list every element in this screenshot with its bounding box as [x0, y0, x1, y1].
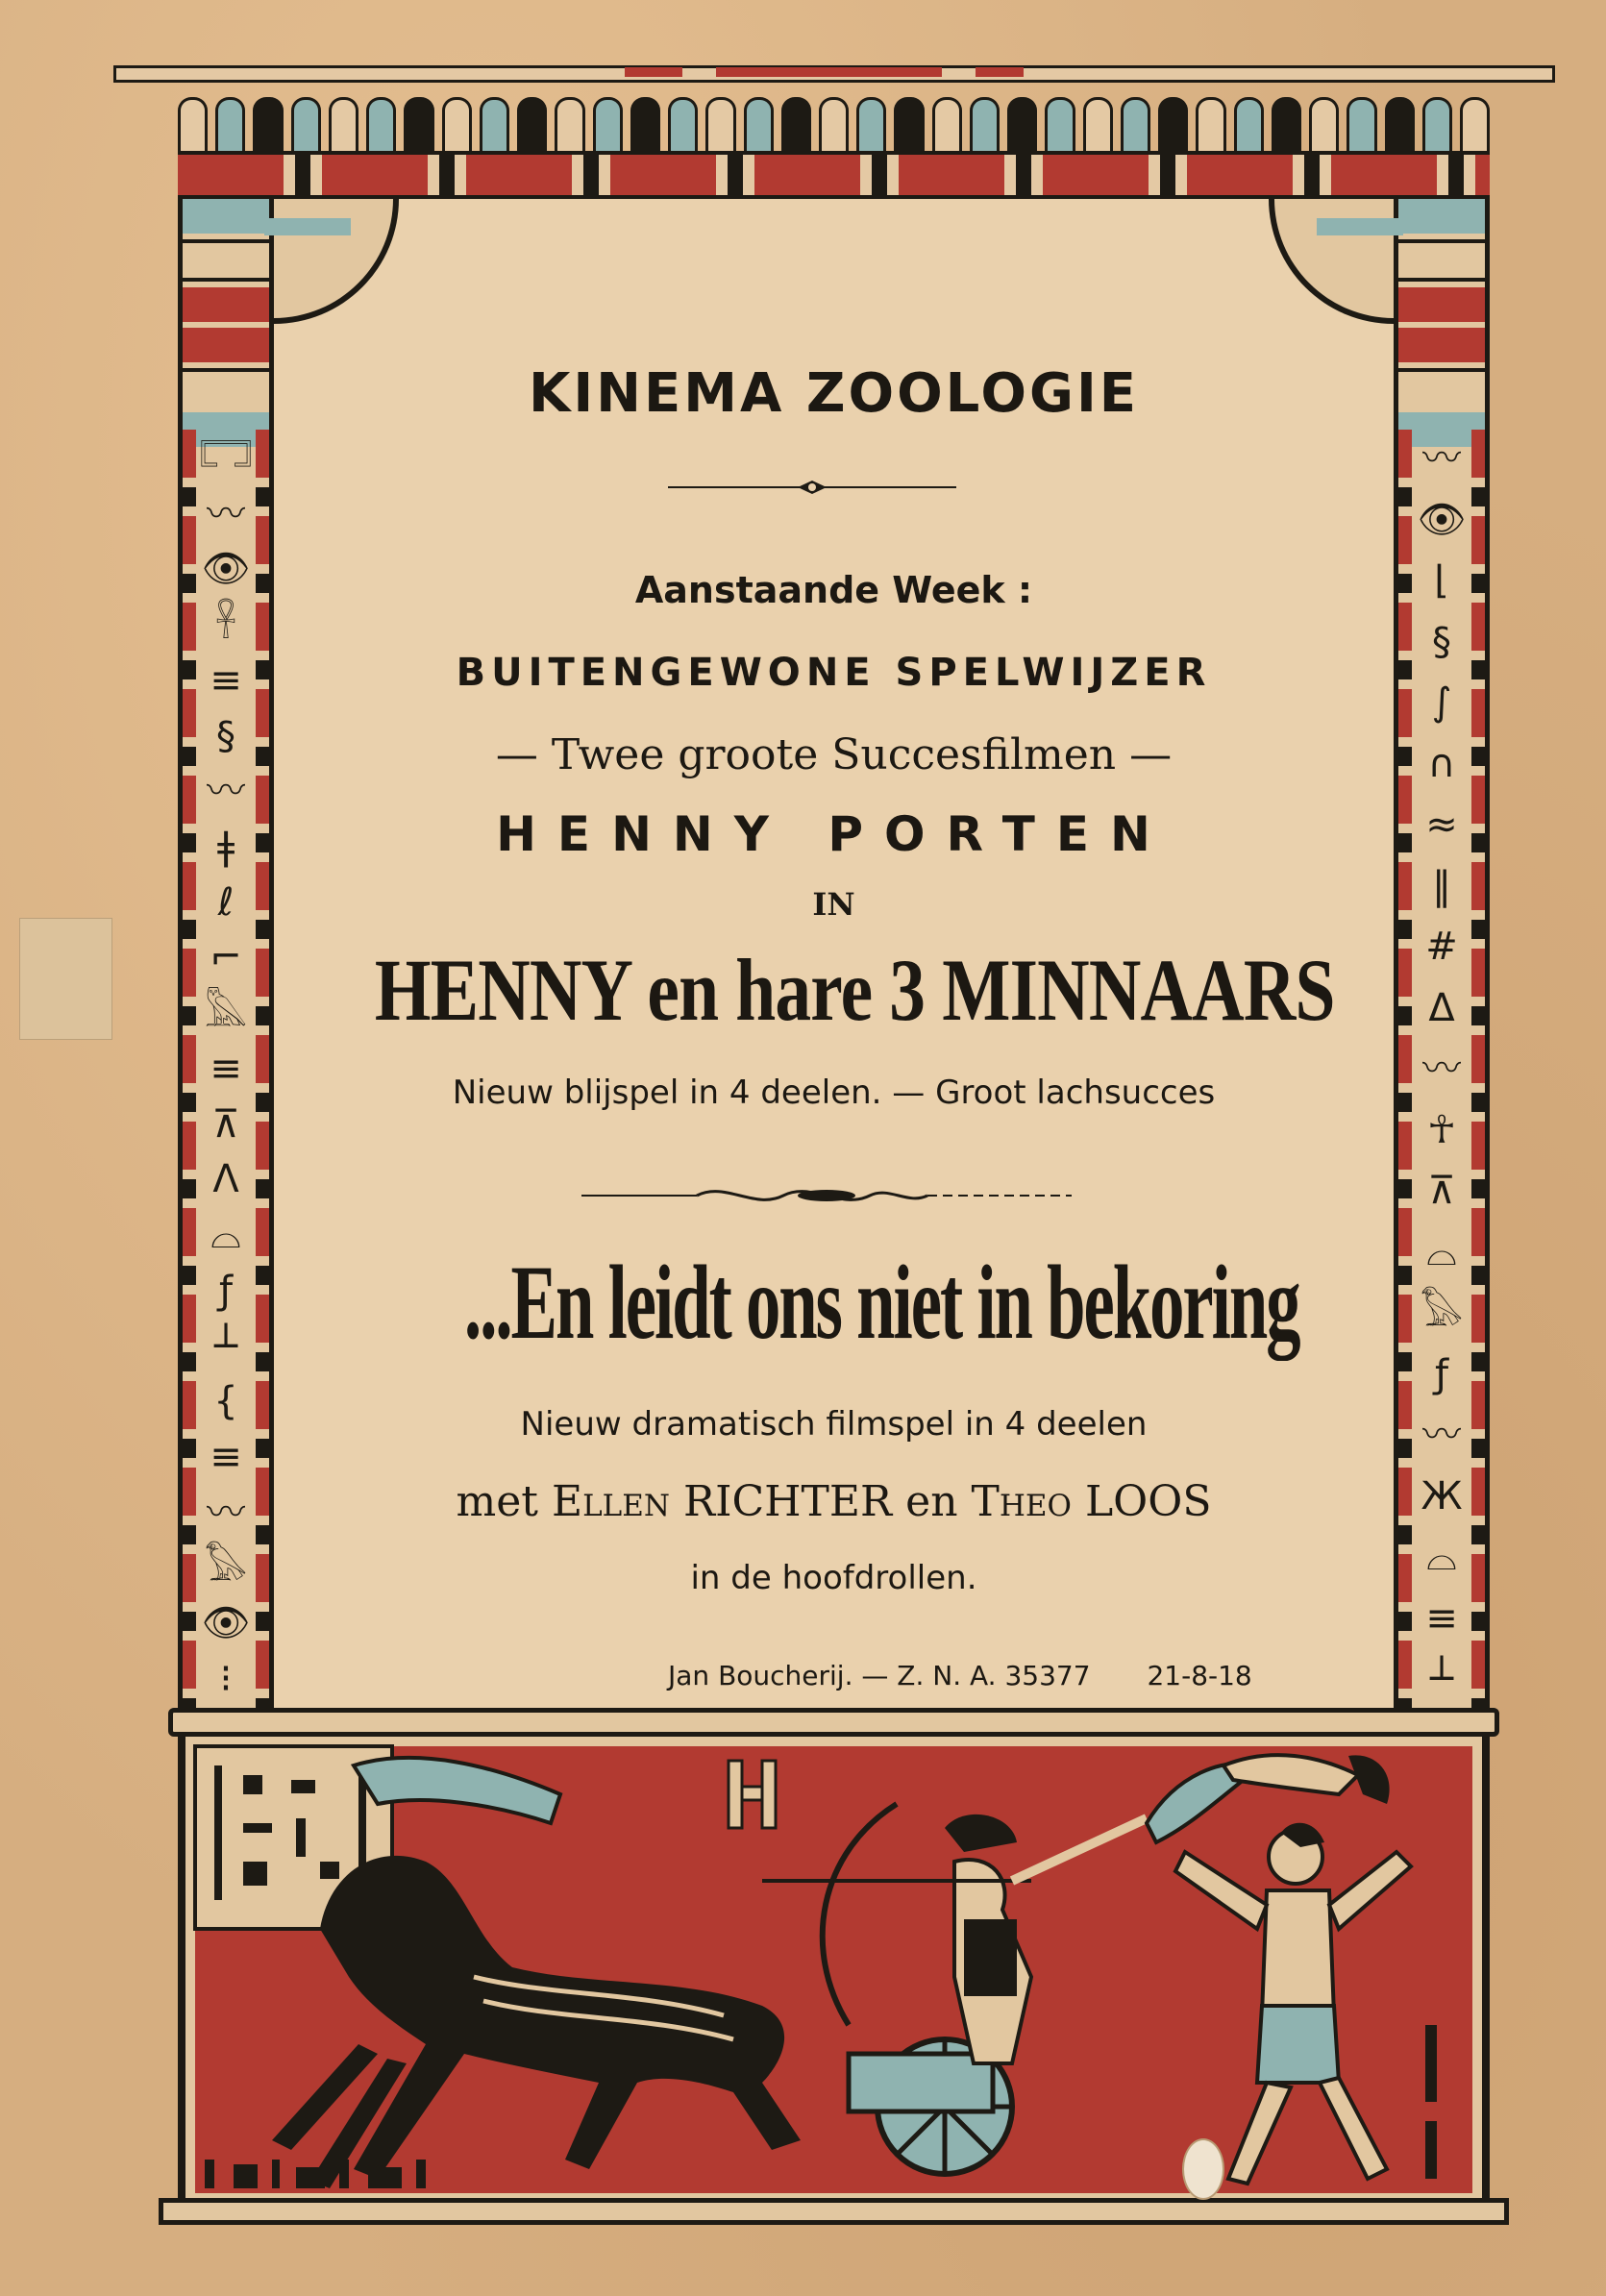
- actor-ellen-richter: Ellen RICHTER: [551, 1477, 893, 1526]
- two-films-line: — Twee groote Succesfilmen —: [495, 730, 1173, 779]
- cornice-red-mark: [625, 67, 682, 77]
- hieroglyph-icon: ǂ: [216, 825, 235, 870]
- hieroglyph-icon: ƒ: [218, 1268, 234, 1313]
- hieroglyph-icon: 〰: [1422, 1047, 1461, 1091]
- chariot-frieze: [178, 1737, 1490, 2212]
- lintel-band: [178, 151, 1490, 199]
- hieroglyph-icon: ≡: [210, 657, 242, 703]
- hieroglyph-icon: ≡: [210, 1046, 242, 1091]
- hieroglyph-icon: ┴: [1429, 1657, 1454, 1701]
- star-name: HENNY PORTEN: [496, 806, 1172, 862]
- hieroglyph-icon: #: [1425, 925, 1458, 969]
- hieroglyphs-left: [199, 436, 253, 1701]
- hieroglyph-icon: ∫: [1431, 680, 1452, 725]
- arch-corner-right: [1269, 199, 1394, 324]
- hieroglyph-icon: §: [1432, 619, 1451, 664]
- upcoming-label: Aanstaande Week :: [634, 569, 1033, 611]
- base-bottom-band: [159, 2198, 1509, 2225]
- hieroglyph-icon: ┴: [213, 1323, 238, 1369]
- hieroglyph-icon: Δ: [1428, 985, 1455, 1030]
- cornice-red-mark: [716, 67, 942, 77]
- hieroglyph-icon: 〰: [207, 769, 245, 814]
- ornament-rule: [668, 473, 956, 502]
- film1-subtitle: Nieuw blijspel in 4 deelen. — Groot lachsucces: [452, 1074, 1216, 1112]
- cast-join: en: [905, 1477, 958, 1526]
- hieroglyph-icon: {: [213, 1379, 238, 1424]
- in-label: IN: [812, 886, 855, 923]
- eye-hieroglyph-icon: 👁: [1417, 497, 1467, 542]
- cornice-pillars: [178, 88, 1490, 151]
- hieroglyph-icon: ⊼: [1427, 1169, 1456, 1213]
- text-panel: [274, 199, 1394, 1708]
- actor-theo-loos: Theo LOOS: [971, 1477, 1212, 1526]
- hieroglyph-icon: Ж: [1421, 1473, 1463, 1518]
- special-program-heading: BUITENGEWONE SPELWIJZER: [456, 651, 1212, 695]
- hieroglyph-icon: ‖: [1432, 863, 1451, 908]
- print-date: 21-8-18: [1147, 1660, 1252, 1691]
- column-rail: [1471, 430, 1485, 1708]
- paper-tab: [19, 918, 112, 1040]
- hieroglyph-icon: ⌓: [1426, 1535, 1457, 1579]
- printer-line: Jan Boucherij. — Z. N. A. 35377: [668, 1660, 1091, 1691]
- hieroglyph-icon: ⌐: [210, 935, 242, 980]
- column-color-blocks: [183, 199, 269, 430]
- cornice-red-mark: [976, 67, 1024, 77]
- hieroglyph-icon: ℓ: [217, 879, 235, 925]
- hieroglyph-icon: §: [216, 713, 235, 758]
- hieroglyph-icon: ≡: [210, 1434, 242, 1479]
- hieroglyph-icon: ƒ: [1434, 1351, 1449, 1396]
- hieroglyph-icon: 𓋹: [214, 603, 237, 648]
- cast-prefix: met: [456, 1477, 538, 1526]
- hieroglyph-icon: ⌊: [1434, 558, 1449, 603]
- film2-cast: [274, 1477, 1394, 1526]
- film2-title: ...En leidt ons niet in bekoring: [464, 1244, 1299, 1361]
- paper-hole: [1182, 2138, 1224, 2200]
- hieroglyph-icon: 〰: [1422, 1413, 1461, 1457]
- hieroglyph-icon: ⊼: [211, 1101, 240, 1147]
- bird-hieroglyph-icon: 𓅃: [204, 1545, 248, 1591]
- eye-hieroglyph-icon: 👁: [201, 547, 251, 592]
- hieroglyph-icon: 〰: [207, 491, 245, 536]
- column-color-blocks: [1398, 199, 1485, 430]
- printer-imprint: [668, 1660, 1252, 1691]
- bird-hieroglyph-icon: 𓅃: [1420, 1291, 1464, 1335]
- arch-corner-left: [274, 199, 399, 324]
- hieroglyphs-right: [1416, 436, 1468, 1701]
- hieroglyph-icon: 〰: [207, 1490, 245, 1535]
- column-rail: [256, 430, 269, 1708]
- hieroglyph-icon: ⁝: [219, 1656, 233, 1701]
- base-ledge: [168, 1708, 1499, 1737]
- hieroglyph-icon: ⌓: [210, 1213, 241, 1258]
- column-rail: [1398, 430, 1412, 1708]
- ankh-hieroglyph-icon: ☥: [1427, 1107, 1456, 1152]
- bird-hieroglyph-icon: 𓅓: [204, 991, 248, 1036]
- film2-subtitle: Nieuw dramatisch filmspel in 4 deelen: [520, 1405, 1148, 1444]
- venue-title: KINEMA ZOOLOGIE: [528, 362, 1140, 425]
- right-hieroglyph-column: [1394, 199, 1490, 1708]
- hieroglyph-icon: Λ: [212, 1157, 239, 1202]
- left-hieroglyph-column: [178, 199, 274, 1708]
- film1-title: HENNY en hare 3 MINNAARS: [374, 941, 1335, 1039]
- ornament-flourish: [581, 1181, 1072, 1210]
- hieroglyph-icon: ∩: [1427, 741, 1456, 786]
- hieroglyph-icon: ⌓: [1426, 1229, 1457, 1274]
- hieroglyph-icon: 〰: [1422, 436, 1461, 481]
- hieroglyph-icon: 𓉐: [199, 436, 253, 481]
- roles-note: in de hoofdrollen.: [690, 1559, 977, 1597]
- column-rail: [183, 430, 196, 1708]
- chariot-scene-illustration: [185, 1737, 1482, 2198]
- eye-hieroglyph-icon: 👁: [201, 1601, 251, 1646]
- hieroglyph-icon: ≈: [1425, 802, 1458, 847]
- hieroglyph-icon: ≡: [1425, 1595, 1458, 1641]
